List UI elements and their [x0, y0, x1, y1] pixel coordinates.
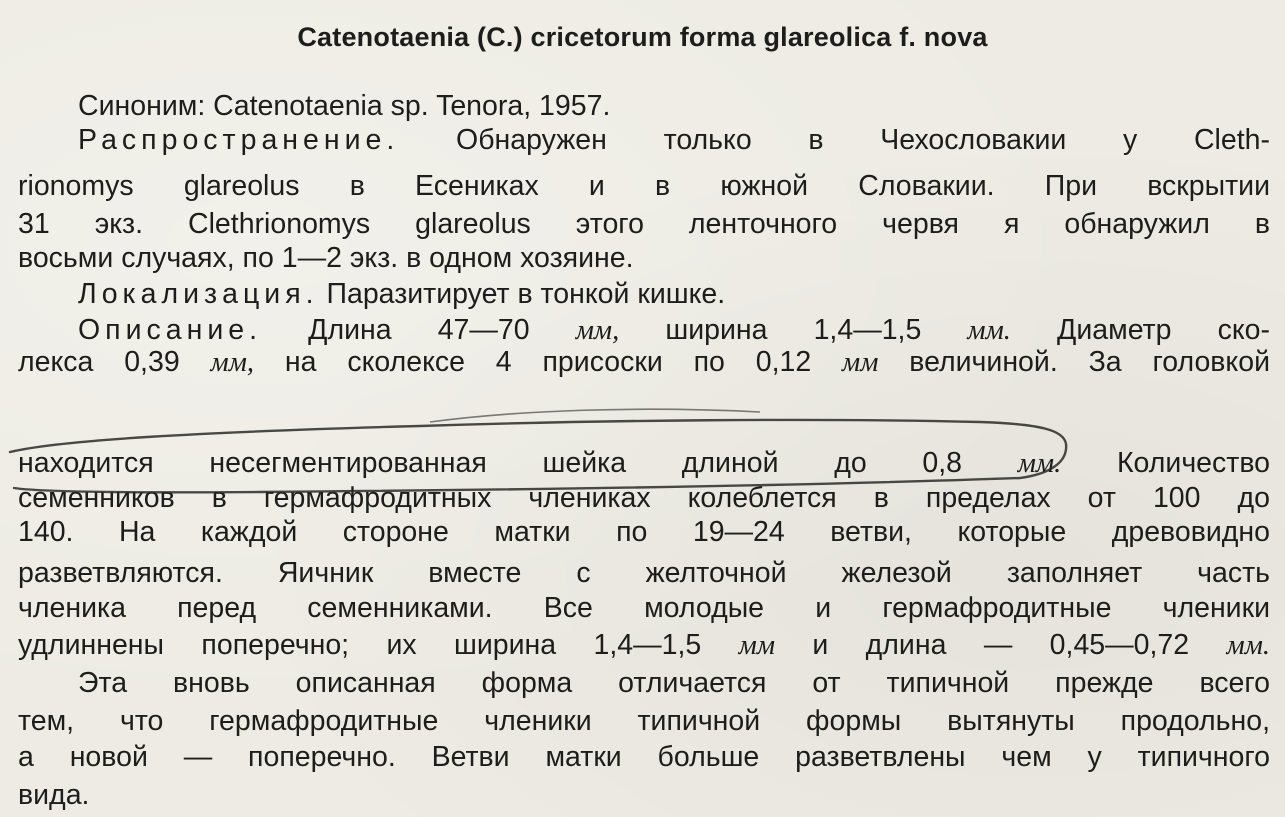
unit-text: мм,: [575, 315, 620, 346]
text-line-conclusion: [78, 669, 1270, 698]
section-heading: Локализация.: [78, 278, 319, 310]
line-text: находится несегментированная шейка длиной до 0,8: [18, 447, 1018, 479]
line-text: удлиннены поперечно; их ширина 1,4—1,5: [18, 629, 739, 661]
text-line-distribution: [78, 126, 1270, 155]
text-line: [18, 172, 1270, 201]
line-text: восьми случаях, по 1—2 экз. в одном хозяине.: [18, 242, 634, 274]
page-title: Catenotaenia (C.) cricetorum forma glareolica f. nova: [297, 22, 988, 52]
text-line: [18, 210, 1270, 239]
unit-text: мм,: [210, 347, 255, 378]
text-line: [18, 348, 1270, 378]
text-line: [18, 484, 1270, 513]
line-text: Длина 47—70: [262, 314, 576, 346]
unit-text: мм: [738, 630, 776, 661]
unit-text: мм.: [967, 315, 1011, 346]
text-line: [18, 518, 1270, 547]
text-line-localization: [78, 280, 725, 309]
text-line: [18, 244, 634, 273]
text-line: [18, 707, 1270, 736]
line-text: членика перед семенниками. Все молодые и гермафродитные членики: [18, 592, 1270, 624]
text-line: [18, 594, 1270, 623]
line-text: rionomys glareolus в Есениках и в южной Словакии. При вскрытии: [18, 170, 1270, 202]
line-text: Диаметр ско-: [1010, 314, 1270, 346]
line-text: Количество: [1061, 447, 1270, 479]
line-text: Эта вновь описанная форма отличается от типичной прежде всего: [78, 667, 1270, 699]
line-text: лекса 0,39: [18, 346, 211, 378]
line-text: вида.: [18, 779, 90, 811]
unit-text: мм.: [1017, 448, 1062, 479]
text-line: [18, 781, 89, 810]
text-line-circled: [18, 449, 1270, 479]
text-line: [18, 559, 1270, 588]
line-text: а новой — поперечно. Ветви матки больше разветвлены чем у типичного: [18, 741, 1270, 773]
line-text: и длина — 0,45—0,72: [775, 629, 1227, 661]
text-line: [18, 743, 1270, 772]
text-line-synonym: [78, 92, 610, 121]
section-heading: Описание.: [78, 314, 263, 346]
line-text: ширина 1,4—1,5: [619, 314, 968, 346]
line-text: Обнаружен только в Чехословакии у Cleth-: [399, 124, 1270, 156]
line-text: 140. На каждой стороне матки по 19—24 ветви, которые древовидно: [18, 516, 1270, 548]
line-text: Синоним: Catenotaenia sp. Tenora, 1957.: [78, 90, 611, 122]
line-text: разветвляются. Яичник вместе с желточной железой заполняет часть: [18, 557, 1270, 589]
unit-text: мм.: [1226, 630, 1271, 661]
section-heading: Распространение.: [78, 124, 400, 156]
line-text: на сколексе 4 присоски по 0,12: [254, 346, 843, 378]
text-line-description: [78, 316, 1270, 346]
line-text: Паразитирует в тонкой кишке.: [318, 278, 726, 310]
line-text: семенников в гермафродитных члениках колеблется в пределах от 100 до: [18, 482, 1270, 514]
text-line: [18, 631, 1270, 661]
line-text: 31 экз. Clethrionomys glareolus этого ленточного червя я обнаружил в: [18, 208, 1270, 240]
line-text: величиной. За головкой: [878, 346, 1270, 378]
unit-text: мм: [842, 347, 879, 378]
line-text: тем, что гермафродитные членики типичной формы вытянуты продольно,: [18, 705, 1270, 737]
